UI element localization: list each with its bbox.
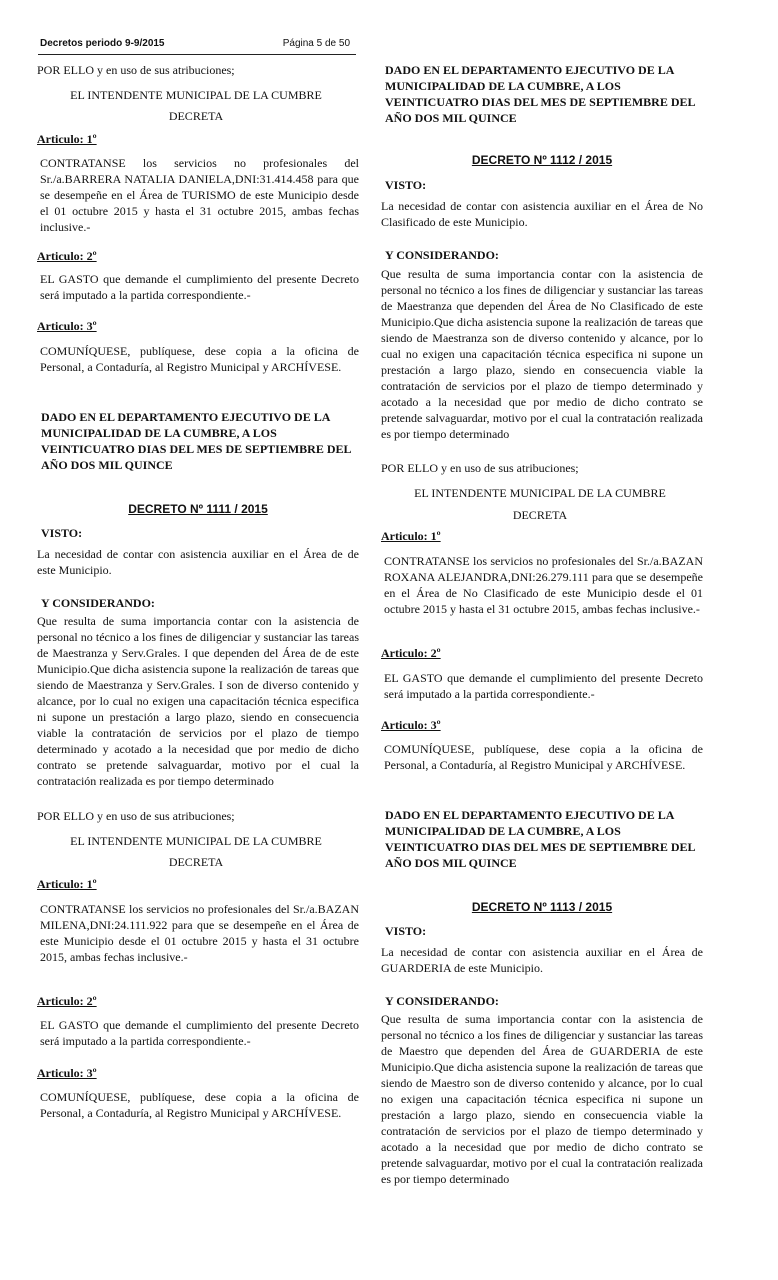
article-3-label: Articulo: 3º bbox=[37, 1066, 97, 1080]
page-number: Página 5 de 50 bbox=[282, 38, 350, 49]
dado-en-text: DADO EN EL DEPARTAMENTO EJECUTIVO DE LA MUNICIPALIDAD DE LA CUMBRE, A LOS VEINTICUATRO DIAS DEL MES DE SEPTIEMBRE DEL AÑO DOS MIL QUINCE bbox=[385, 63, 695, 125]
decreto-title: DECRETO Nº 1113 / 2015 bbox=[471, 900, 613, 914]
article-2-label: Articulo: 2º bbox=[381, 646, 441, 660]
decreto-title: DECRETO Nº 1112 / 2015 bbox=[471, 153, 613, 167]
visto-label: VISTO: bbox=[385, 178, 427, 192]
considerando-text: Que resulta de suma importancia contar con la asistencia de personal no técnico a los fines de diligenciar y sustanciar las tareas de Maestranza y Serv.Grales. I que dependen del Área de de este Municipio.Que dicha asistencia supone la realización de tareas que siendo de Maestranza y Serv.Grales. I son de diverso contenido y alcance, por lo cual no exigen una capacitación técnica especifica ni supone un prestación a largo plazo, siendo en consecuencia viable la contratación de servicios por el plazo de tiempo determinado y acotado a la necesidad que por medio de dicho contrato se pretende salvaguardar, motivo por el cual la contratación realizada es por tiempo determinado bbox=[37, 614, 359, 788]
article-3-text: COMUNÍQUESE, publíquese, dese copia a la oficina de Personal, a Contaduría, al Registro Municipal y ARCHÍVESE. bbox=[40, 344, 359, 374]
article-2-text: EL GASTO que demande el cumplimiento del presente Decreto será imputado a la partida correspondiente.- bbox=[40, 1018, 359, 1048]
decreto-title: DECRETO Nº 1111 / 2015 bbox=[128, 502, 268, 516]
article-1-label: Articulo: 1º bbox=[37, 877, 97, 891]
page-header bbox=[38, 36, 356, 55]
dado-en-text: DADO EN EL DEPARTAMENTO EJECUTIVO DE LA MUNICIPALIDAD DE LA CUMBRE, A LOS VEINTICUATRO DIAS DEL MES DE SEPTIEMBRE DEL AÑO DOS MIL QUINCE bbox=[385, 808, 695, 870]
considerando-label: Y CONSIDERANDO: bbox=[41, 596, 155, 610]
article-3-text: COMUNÍQUESE, publíquese, dese copia a la oficina de Personal, a Contaduría, al Registro Municipal y ARCHÍVESE. bbox=[384, 742, 703, 772]
article-1-text: CONTRATANSE los servicios no profesionales del Sr./a.BARRERA NATALIA DANIELA,DNI:31.414.458 para que se desempeñe en el Área de TURISMO de este Municipio desde el 01 octubre 2015 y hasta el 31 octubre 2015, ambas fechas inclusive.- bbox=[40, 156, 359, 234]
visto-text: La necesidad de contar con asistencia auxiliar en el Área de GUARDERIA de este Municipio. bbox=[381, 945, 703, 975]
intendente-text: EL INTENDENTE MUNICIPAL DE LA CUMBRE bbox=[70, 834, 322, 848]
article-2-label: Articulo: 2º bbox=[37, 249, 97, 263]
dado-en-text: DADO EN EL DEPARTAMENTO EJECUTIVO DE LA MUNICIPALIDAD DE LA CUMBRE, A LOS VEINTICUATRO DIAS DEL MES DE SEPTIEMBRE DEL AÑO DOS MIL QUINCE bbox=[41, 410, 351, 472]
article-2-text: EL GASTO que demande el cumplimiento del presente Decreto será imputado a la partida correspondiente.- bbox=[384, 671, 703, 701]
article-3-text: COMUNÍQUESE, publíquese, dese copia a la oficina de Personal, a Contaduría, al Registro Municipal y ARCHÍVESE. bbox=[40, 1090, 359, 1120]
visto-label: VISTO: bbox=[385, 924, 427, 938]
visto-text: La necesidad de contar con asistencia auxiliar en el Área de de este Municipio. bbox=[37, 547, 359, 577]
header-title: Decretos periodo 9-9/2015 bbox=[40, 38, 165, 49]
intendente-text: EL INTENDENTE MUNICIPAL DE LA CUMBRE bbox=[70, 88, 322, 102]
article-2-label: Articulo: 2º bbox=[37, 994, 97, 1008]
por-ello-text: POR ELLO y en uso de sus atribuciones; bbox=[37, 809, 235, 823]
intendente-text: EL INTENDENTE MUNICIPAL DE LA CUMBRE bbox=[414, 486, 666, 500]
decreta-heading: DECRETA bbox=[168, 109, 224, 123]
article-1-text: CONTRATANSE los servicios no profesionales del Sr./a.BAZAN MILENA,DNI:24.111.922 para que se desempeñe en el Área de este Municipio desde el 01 octubre 2015 y hasta el 31 octubre 2015, ambas fechas inclusive.- bbox=[40, 902, 359, 964]
considerando-label: Y CONSIDERANDO: bbox=[385, 994, 499, 1008]
article-1-label: Articulo: 1º bbox=[381, 529, 441, 543]
visto-label: VISTO: bbox=[41, 526, 83, 540]
considerando-text: Que resulta de suma importancia contar con la asistencia de personal no técnico a los fines de diligenciar y sustanciar las tareas de Maestro que dependen del Área de GUARDERIA de este Municipio.Que dicha asistencia supone la realización de tareas que siendo de Maestro son de diverso contenido y alcance, por lo cual no exigen una capacitación técnica especifica ni supone un prestación a largo plazo, siendo en consecuencia viable la contratación de servicios por el plazo de tiempo determinado y acotado a la necesidad que por medio de dicho contrato se pretende salvaguardar, motivo por el cual la contratación realizada es por tiempo determinado bbox=[381, 1012, 703, 1186]
article-1-text: CONTRATANSE los servicios no profesionales del Sr./a.BAZAN ROXANA ALEJANDRA,DNI:26.279.111 para que se desempeñe en el Área de No Clasificado de este Municipio desde el 01 octubre 2015 y hasta el 31 octubre 2015, ambas fechas inclusive.- bbox=[384, 554, 703, 616]
article-3-label: Articulo: 3º bbox=[37, 319, 97, 333]
article-3-label: Articulo: 3º bbox=[381, 718, 441, 732]
por-ello-text: POR ELLO y en uso de sus atribuciones; bbox=[37, 63, 235, 77]
decreta-heading: DECRETA bbox=[512, 508, 568, 522]
article-1-label: Articulo: 1º bbox=[37, 132, 97, 146]
visto-text: La necesidad de contar con asistencia auxiliar en el Área de No Clasificado de este Municipio. bbox=[381, 199, 703, 229]
considerando-label: Y CONSIDERANDO: bbox=[385, 248, 499, 262]
considerando-text: Que resulta de suma importancia contar con la asistencia de personal no técnico a los fines de diligenciar y sustanciar las tareas de Maestranza que dependen del Área de No Clasificado de este Municipio.Que dicha asistencia supone la realización de tareas que siendo de Maestranza son de diverso contenido y alcance, por lo cual no exigen una capacitación técnica especifica ni supone un prestación a largo plazo, siendo en consecuencia viable la contratación de servicios por el plazo de tiempo determinado y acotado a la necesidad que por medio de dicho contrato se pretende salvaguardar, motivo por el cual la contratación realizada es por tiempo determinado bbox=[381, 267, 703, 441]
decreta-heading: DECRETA bbox=[168, 855, 224, 869]
por-ello-text: POR ELLO y en uso de sus atribuciones; bbox=[381, 461, 579, 475]
article-2-text: EL GASTO que demande el cumplimiento del presente Decreto será imputado a la partida correspondiente.- bbox=[40, 272, 359, 302]
